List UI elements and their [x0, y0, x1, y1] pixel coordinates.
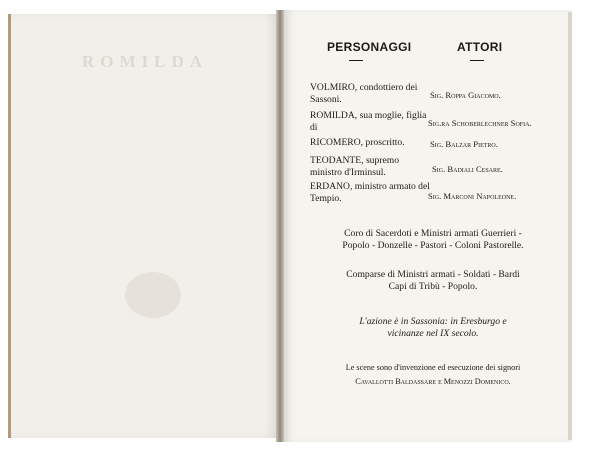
cast-role: ROMILDA, sua moglie, figlia di [310, 110, 427, 133]
scenery-credit-line2: Cavallotti Baldassare e Menozzi Domenico. [355, 377, 511, 386]
cast-actor-name: Sig.ra Schoberlechner Sofia. [428, 118, 532, 128]
header-characters: PERSONAGGI [327, 40, 412, 54]
cast-actor-name: Sig. Marconi Napoleone. [428, 191, 517, 201]
cast-actor-name: Sig. Balzar Pietro. [430, 139, 498, 149]
setting-note: L'azione è in Sassonia: in Eresburgo e vicinanze nel IX secolo. [359, 316, 507, 339]
left-page [8, 14, 279, 438]
show-through-title: ROMILDA [81, 52, 209, 71]
cast-actor [428, 191, 516, 201]
cast-actor-name: Sig. Badiali Cesare. [432, 164, 503, 174]
cast-actor [428, 118, 532, 128]
chorus-list: Coro di Sacerdoti e Ministri armati Guerrieri - Popolo - Donzelle - Pastori - Coloni Pastorelle. [342, 228, 524, 251]
cast-actor-name: Sig. Roppa Giacomo. [430, 90, 501, 100]
extras-list: Comparse di Ministri armati - Soldati - Bardi Capi di Tribù - Popolo. [346, 269, 520, 292]
header-rule [349, 60, 363, 61]
cast-role: TEODANTE, supremo ministro d'Irminsul. [310, 155, 399, 178]
page-edge [568, 12, 572, 440]
show-through-vignette [125, 272, 181, 318]
cast-role: RICOMERO, proscritto. [310, 137, 405, 148]
scenery-credit-line1: Le scene sono d'invenzione ed esecuzione dei signori [345, 363, 521, 372]
header-actors: ATTORI [457, 40, 503, 54]
cast-actor [430, 90, 501, 100]
cast-role: ERDANO, ministro armato del Tempio. [310, 181, 430, 204]
cast-actor [430, 139, 498, 149]
header-rule [470, 60, 484, 61]
cast-actor [432, 164, 503, 174]
cast-role: VOLMIRO, condottiero dei Sassoni. [310, 82, 418, 105]
book-gutter [276, 10, 284, 442]
